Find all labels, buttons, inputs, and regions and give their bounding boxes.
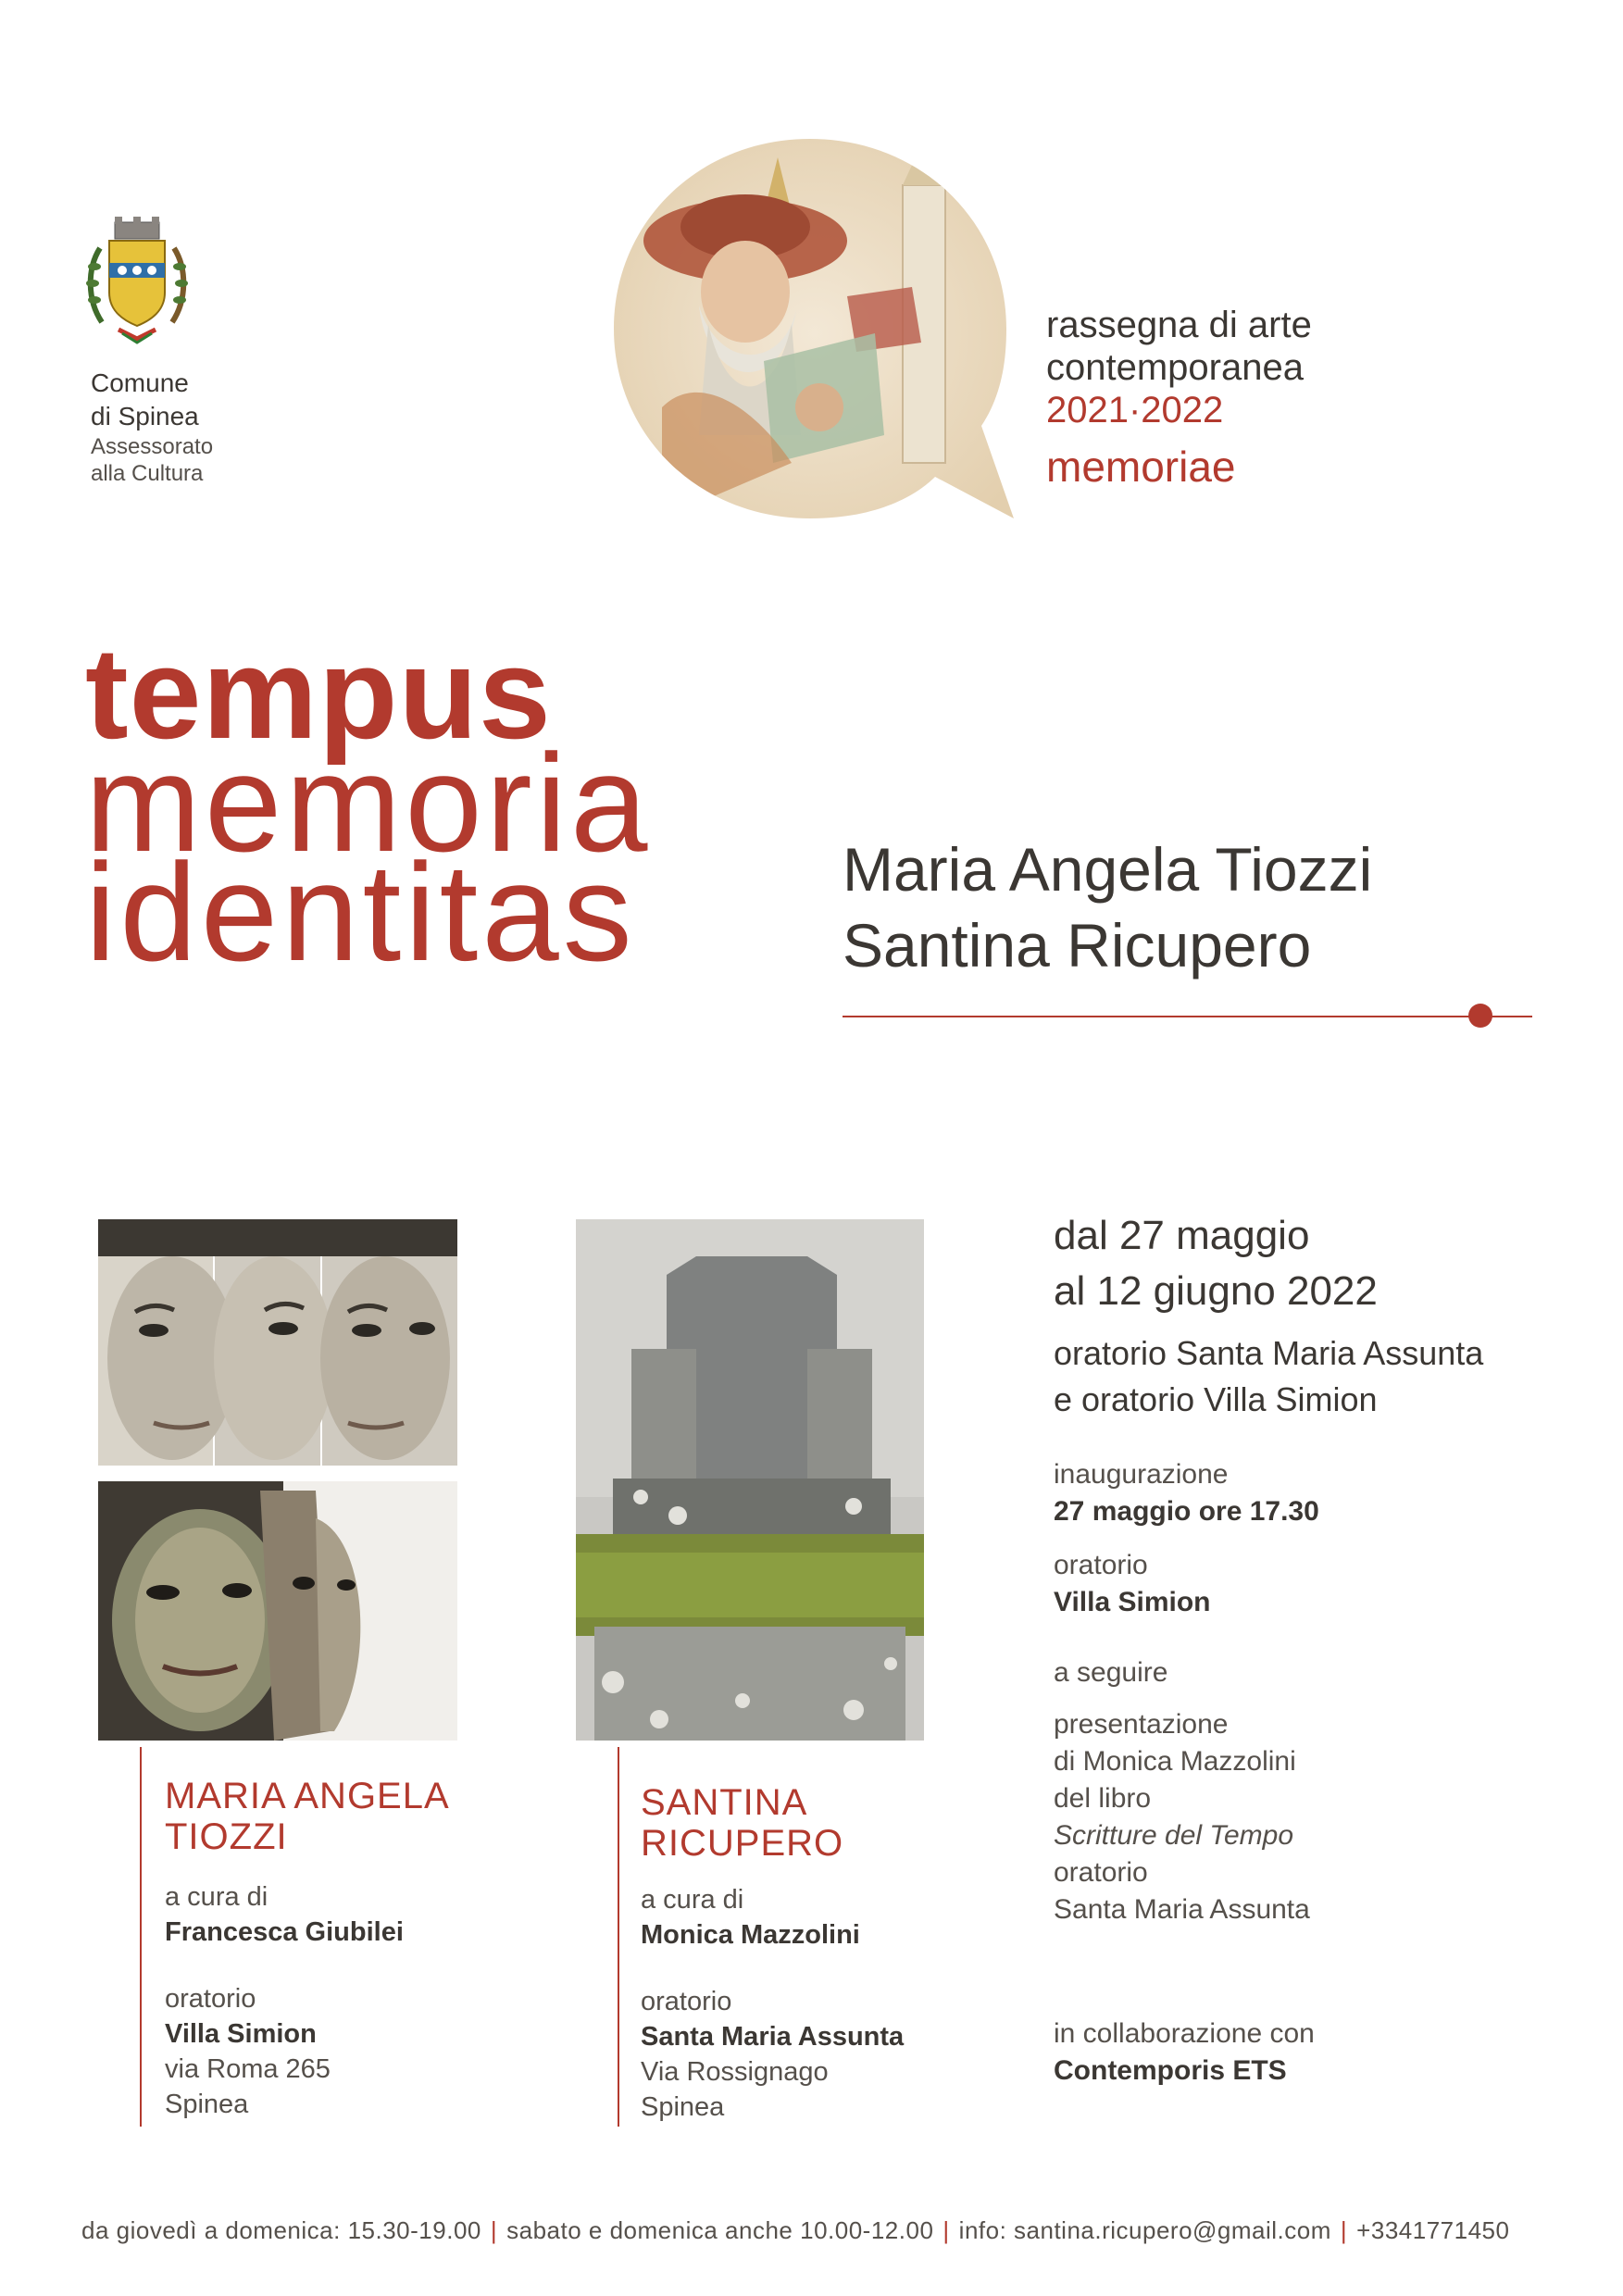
divider-line bbox=[843, 1016, 1532, 1017]
comune-line1: Comune bbox=[91, 368, 189, 397]
artist2-curated-label: a cura di bbox=[641, 1885, 744, 1915]
comune-crest-logo bbox=[81, 211, 193, 350]
artists-header bbox=[843, 831, 1372, 983]
footer-separator: | bbox=[1340, 2216, 1348, 2244]
presentation-line6: Santa Maria Assunta bbox=[1054, 1894, 1310, 1925]
venue2: Villa Simion bbox=[1204, 1380, 1378, 1418]
venues bbox=[1054, 1330, 1572, 1423]
divider-dot bbox=[1468, 1004, 1492, 1028]
tiozzi-portrait-image-top bbox=[98, 1219, 457, 1466]
title-line3: identitas bbox=[85, 834, 636, 990]
rassegna-block bbox=[1046, 304, 1312, 491]
artist1-name-line1: MARIA ANGELA bbox=[165, 1776, 450, 1816]
rassegna-line2: contemporanea bbox=[1046, 347, 1304, 388]
fresco-speech-bubble-image bbox=[606, 130, 1023, 537]
artist1-venue-label: oratorio bbox=[165, 1984, 256, 2014]
collab-name: Contemporis ETS bbox=[1054, 2055, 1287, 2086]
tiozzi-portrait-image-bottom bbox=[98, 1481, 457, 1741]
artists-header-line2: Santina Ricupero bbox=[843, 911, 1312, 980]
artist2-venue-label: oratorio bbox=[641, 1987, 732, 2016]
footer-separator: | bbox=[943, 2216, 950, 2244]
artist1-name-line2: TIOZZI bbox=[165, 1816, 288, 1857]
inaug-date: 27 maggio ore 17.30 bbox=[1054, 1496, 1319, 1527]
inaug-label: inaugurazione bbox=[1054, 1459, 1229, 1490]
artist1-curator: Francesca Giubilei bbox=[165, 1917, 404, 1947]
artist1-curated-label: a cura di bbox=[165, 1882, 268, 1912]
artist1-vertical-rule bbox=[140, 1747, 142, 2127]
presentation-line1: presentazione bbox=[1054, 1709, 1229, 1740]
venue1: Santa Maria Assunta bbox=[1176, 1334, 1484, 1372]
artist2-info bbox=[641, 1782, 946, 2125]
rassegna-series: memoriae bbox=[1046, 443, 1236, 491]
artists-header-line1: Maria Angela Tiozzi bbox=[843, 835, 1373, 904]
footer-weekend: sabato e domenica anche 10.00-12.00 bbox=[506, 2216, 934, 2244]
artist1-info bbox=[165, 1776, 517, 2122]
footer-separator: | bbox=[490, 2216, 498, 2244]
follow-label: a seguire bbox=[1054, 1657, 1168, 1688]
inaug-venue-label: oratorio bbox=[1054, 1550, 1148, 1580]
footer-email[interactable]: info: santina.ricupero@gmail.com bbox=[958, 2216, 1331, 2244]
artist2-venue: Santa Maria Assunta bbox=[641, 2022, 905, 2052]
collab-label: in collaborazione con bbox=[1054, 2018, 1315, 2049]
artist1-city: Spinea bbox=[165, 2090, 249, 2119]
venue-prefix2: e oratorio bbox=[1054, 1380, 1195, 1418]
rassegna-years: 2021·2022 bbox=[1046, 390, 1224, 430]
ricupero-grave-image bbox=[576, 1219, 924, 1741]
event-info bbox=[1054, 1208, 1572, 2090]
presentation-line3: del libro bbox=[1054, 1783, 1152, 1814]
comune-text bbox=[91, 367, 213, 487]
inaug-venue: Villa Simion bbox=[1054, 1587, 1211, 1617]
title-line1: tempus bbox=[85, 620, 552, 766]
artist2-city: Spinea bbox=[641, 2092, 725, 2122]
venue-prefix1: oratorio bbox=[1054, 1334, 1167, 1372]
footer-info bbox=[81, 2216, 1509, 2245]
presentation-line2: di Monica Mazzolini bbox=[1054, 1746, 1296, 1777]
comune-line2: di Spinea bbox=[91, 402, 199, 430]
date-line1: dal 27 maggio bbox=[1054, 1213, 1310, 1258]
presentation-line5: oratorio bbox=[1054, 1857, 1148, 1888]
exhibition-title bbox=[85, 620, 652, 990]
artist2-name-line2: RICUPERO bbox=[641, 1823, 844, 1864]
artist1-venue: Villa Simion bbox=[165, 2019, 317, 2049]
footer-phone[interactable]: +3341771450 bbox=[1356, 2216, 1510, 2244]
artist2-name-line1: SANTINA bbox=[641, 1782, 808, 1823]
artist2-vertical-rule bbox=[618, 1747, 619, 2127]
date-line2: al 12 giugno 2022 bbox=[1054, 1268, 1378, 1314]
comune-line4: alla Cultura bbox=[91, 461, 204, 486]
artist2-address: Via Rossignago bbox=[641, 2057, 829, 2087]
book-title: Scritture del Tempo bbox=[1054, 1820, 1294, 1851]
title-line2: memoria bbox=[85, 725, 652, 880]
footer-hours: da giovedì a domenica: 15.30-19.00 bbox=[81, 2216, 481, 2244]
comune-line3: Assessorato bbox=[91, 434, 214, 459]
artist1-address: via Roma 265 bbox=[165, 2054, 331, 2084]
rassegna-line1: rassegna di arte bbox=[1046, 305, 1312, 345]
artist2-curator: Monica Mazzolini bbox=[641, 1920, 860, 1950]
